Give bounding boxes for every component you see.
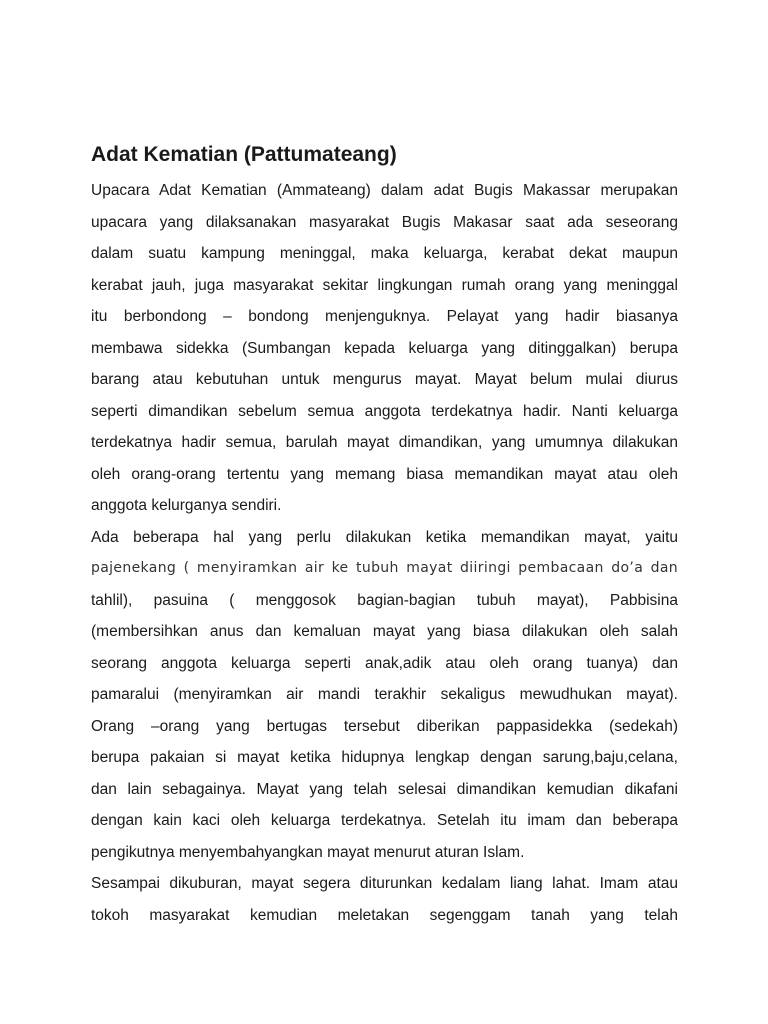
text-line: upacara yang dilaksanakan masyarakat Bugis Makasar saat ada seseorang bbox=[91, 213, 678, 231]
text-line: terdekatnya hadir semua, barulah mayat dimandikan, yang umumnya dilakukan bbox=[91, 434, 678, 451]
text-line: dengan kain kaci oleh keluarga terdekatnya. Setelah itu imam dan beberapa bbox=[91, 812, 678, 829]
text-line: seperti dimandikan sebelum semua anggota terdekatnya hadir. Nanti keluarga bbox=[91, 402, 678, 420]
text-line: (membersihkan anus dan kemaluan mayat yang biasa dilakukan oleh salah bbox=[91, 623, 678, 640]
text-line: seorang anggota keluarga seperti anak,adik atau oleh orang tuanya) dan bbox=[91, 654, 678, 672]
text-line: anggota kelurganya sendiri. bbox=[91, 497, 282, 514]
document-body bbox=[91, 175, 678, 931]
text-line: barang atau kebutuhan untuk mengurus mayat. Mayat belum mulai diurus bbox=[91, 371, 678, 388]
text-line: pengikutnya menyembahyangkan mayat menurut aturan Islam. bbox=[91, 843, 525, 861]
text-line: Sesampai dikuburan, mayat segera diturunkan kedalam liang lahat. Imam atau bbox=[91, 875, 678, 892]
document-title: Adat Kematian (Pattumateang) bbox=[91, 143, 397, 166]
text-line: pamaralui (menyiramkan air mandi terakhir sekaligus mewudhukan mayat). bbox=[91, 686, 678, 703]
text-line: itu berbondong – bondong menjenguknya. Pelayat yang hadir biasanya bbox=[91, 308, 678, 325]
text-line: oleh orang-orang tertentu yang memang biasa memandikan mayat atau oleh bbox=[91, 465, 678, 483]
text-line: Ada beberapa hal yang perlu dilakukan ketika memandikan mayat, yaitu bbox=[91, 528, 678, 546]
text-line: membawa sidekka (Sumbangan kepada keluarga yang ditinggalkan) berupa bbox=[91, 339, 678, 357]
text-line: kerabat jauh, juga masyarakat sekitar lingkungan rumah orang yang meninggal bbox=[91, 276, 678, 294]
text-line: Upacara Adat Kematian (Ammateang) dalam adat Bugis Makassar merupakan bbox=[91, 182, 678, 199]
text-line: Orang –orang yang bertugas tersebut diberikan pappasidekka (sedekah) bbox=[91, 717, 678, 735]
text-line: tahlil), pasuina ( menggosok bagian-bagian tubuh mayat), Pabbisina bbox=[91, 591, 678, 609]
text-line: tokoh masyarakat kemudian meletakan segenggam tanah yang telah bbox=[91, 906, 678, 924]
text-line: dan lain sebagainya. Mayat yang telah selesai dimandikan kemudian dikafani bbox=[91, 780, 678, 798]
text-line: dalam suatu kampung meninggal, maka keluarga, kerabat dekat maupun bbox=[91, 245, 678, 262]
text-line: pajenekang ( menyiramkan air ke tubuh mayat diiringi pembacaan do’a dan bbox=[91, 560, 678, 576]
text-line: berupa pakaian si mayat ketika hidupnya lengkap dengan sarung,baju,celana, bbox=[91, 749, 678, 766]
